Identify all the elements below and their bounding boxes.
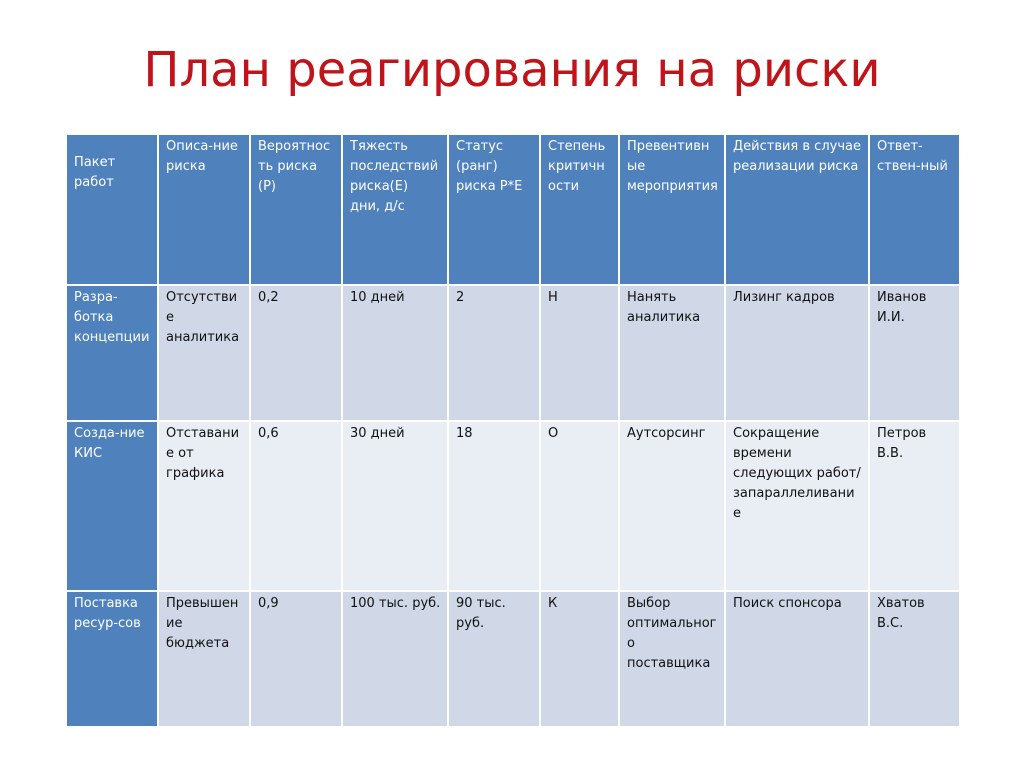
header-preventive-measures: Превентивные мероприятия bbox=[619, 134, 725, 285]
risk-response-table bbox=[65, 133, 961, 728]
row-work-package: Поставка ресур-сов bbox=[66, 591, 158, 727]
cell-preventive-measures: Аутсорсинг bbox=[619, 421, 725, 591]
cell-status: 18 bbox=[448, 421, 540, 591]
table-row bbox=[66, 421, 960, 591]
row-work-package: Разра-ботка концепции bbox=[66, 285, 158, 421]
header-responsible: Ответ-ствен-ный bbox=[869, 134, 960, 285]
cell-status: 90 тыс. руб. bbox=[448, 591, 540, 727]
cell-actions: Сокращение времени следующих работ/запараллеливание bbox=[725, 421, 869, 591]
header-row bbox=[66, 134, 960, 285]
cell-criticality: Н bbox=[540, 285, 619, 421]
header-risk-description: Описа-ние риска bbox=[158, 134, 250, 285]
slide-title: План реагирования на риски bbox=[143, 42, 881, 98]
table-row bbox=[66, 591, 960, 727]
header-status: Статус (ранг) риска Р*Е bbox=[448, 134, 540, 285]
cell-severity: 100 тыс. руб. bbox=[342, 591, 448, 727]
cell-responsible: Иванов И.И. bbox=[869, 285, 960, 421]
cell-status: 2 bbox=[448, 285, 540, 421]
header-actions: Действия в случае реализации риска bbox=[725, 134, 869, 285]
cell-probability: 0,6 bbox=[250, 421, 342, 591]
cell-actions: Лизинг кадров bbox=[725, 285, 869, 421]
header-work-package: Пакет работ bbox=[66, 134, 158, 285]
cell-risk-description: Отсутствие аналитика bbox=[158, 285, 250, 421]
cell-probability: 0,9 bbox=[250, 591, 342, 727]
header-severity: Тяжесть последствий риска(Е) дни, д/с bbox=[342, 134, 448, 285]
cell-responsible: Петров В.В. bbox=[869, 421, 960, 591]
cell-severity: 30 дней bbox=[342, 421, 448, 591]
table-row bbox=[66, 285, 960, 421]
header-probability: Вероятность риска (Р) bbox=[250, 134, 342, 285]
cell-probability: 0,2 bbox=[250, 285, 342, 421]
cell-risk-description: Превышение бюджета bbox=[158, 591, 250, 727]
cell-preventive-measures: Выбор оптимального поставщика bbox=[619, 591, 725, 727]
cell-responsible: Хватов В.С. bbox=[869, 591, 960, 727]
cell-criticality: О bbox=[540, 421, 619, 591]
cell-risk-description: Отставание от графика bbox=[158, 421, 250, 591]
cell-criticality: К bbox=[540, 591, 619, 727]
cell-preventive-measures: Нанять аналитика bbox=[619, 285, 725, 421]
header-criticality: Степень критичности bbox=[540, 134, 619, 285]
row-work-package: Созда-ние КИС bbox=[66, 421, 158, 591]
cell-actions: Поиск спонсора bbox=[725, 591, 869, 727]
cell-severity: 10 дней bbox=[342, 285, 448, 421]
